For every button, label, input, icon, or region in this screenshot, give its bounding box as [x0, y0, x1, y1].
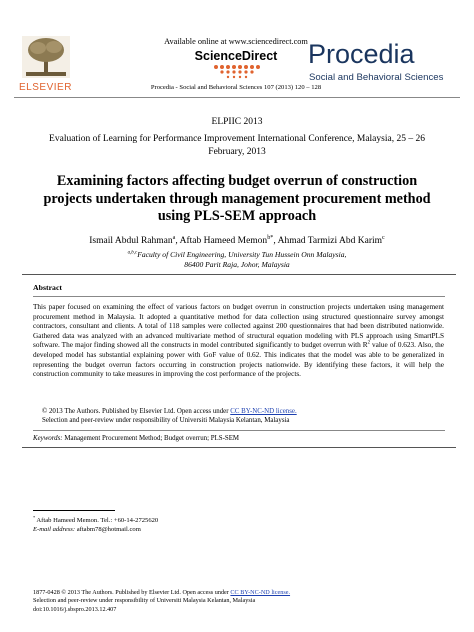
elsevier-tree-logo-icon	[22, 36, 70, 78]
author-name: Ahmad Tarmizi Abd Karim	[277, 236, 383, 246]
procedia-logo: Procedia	[308, 39, 415, 69]
copyright-text: © 2013 The Authors. Published by Elsevier Ltd. Open access under	[42, 408, 231, 415]
abstract-top-rule	[22, 274, 456, 275]
procedia-subtitle: Social and Behavioral Sciences	[309, 72, 444, 83]
footnote-rule	[33, 510, 115, 511]
page-footer	[33, 589, 453, 614]
abstract-text	[33, 303, 444, 380]
corresponding-author-note	[33, 514, 159, 524]
publisher-name: ELSEVIER	[19, 82, 72, 93]
abstract-bottom-rule	[22, 447, 456, 448]
abstract-text-part: This paper focused on examining the effect of various factors on budget overrun in construction projects undertaken using management procurement method in Malaysia. It adopted a quantitative method for data collection using structured questionnaire survey amongst contractors, consultant and clients. A total of 118 samples were collected against 200 questionnaires that had been distributed nationwide. Gathered data was analyzed with an advanced multivariate method of structural equation modeling with PLS approach using SmartPLS software. The major finding showed all the constructs in model contributed significantly to budget overrun with R	[33, 303, 444, 350]
sciencedirect-dots-icon	[180, 64, 292, 80]
conference-name: Evaluation of Learning for Performance Improvement International Conference, Malaysia, 25 – 26 February, 2013	[49, 134, 425, 157]
author-list: Ismail Abdul Rahman$^a$, Aftab Hameed Memon$^{b*}$, Ahmad Tarmizi Abd Karim$^c$	[89, 234, 385, 246]
email-label: E-mail address:	[33, 526, 76, 533]
doi: doi:10.1016/j.sbspro.2013.12.407	[33, 605, 117, 613]
keywords-text: Management Procurement Method; Budget overrun; PLS-SEM	[62, 435, 240, 442]
abstract-text-part: value of 0.623. Also, the developed model has substantial explaining power with GoF value of 0.62. This indicates that the model was able to be generalized in representing the budget overrun factors occurring in construction projects nationwide. By identifying these factors, it will help the construction community to take measures in improving the cost performance of the projects.	[33, 341, 444, 379]
author-mark: c	[382, 234, 385, 241]
email-address[interactable]: aftabm78@hotmail.com	[75, 526, 141, 533]
footer-copyright: 1877-0428 © 2013 The Authors. Published by Elsevier Ltd. Open access under	[33, 589, 231, 596]
affiliation-marks: a,b,c	[127, 250, 138, 256]
sciencedirect-brand: ScienceDirect	[194, 49, 278, 63]
affiliation-line: 86400 Parit Raja, Johor, Malaysia	[184, 260, 290, 269]
abstract-heading-rule	[33, 296, 445, 297]
footer-license-link[interactable]: CC BY-NC-ND license.	[230, 589, 291, 596]
journal-citation: Procedia - Social and Behavioral Sciences 107 (2013) 120 – 128	[150, 84, 322, 91]
header-divider	[14, 97, 460, 98]
keywords-rule	[33, 430, 445, 431]
corresponding-author-text: Aftab Hameed Memon. Tel.: +60-14-2725620	[35, 517, 159, 524]
r-squared-superscript: 2	[367, 340, 370, 346]
available-online-text[interactable]: Available online at www.sciencedirect.com	[164, 37, 308, 46]
author-mark: b*	[267, 234, 274, 241]
keywords-label: Keywords:	[33, 435, 63, 442]
email-note	[33, 526, 141, 533]
footer-peer-review: Selection and peer-review under responsibility of Universiti Malaysia Kelantan, Malaysia	[33, 597, 256, 605]
conference-acronym: ELPIIC 2013	[211, 117, 263, 127]
author-name: Aftab Hameed Memon	[179, 236, 268, 246]
author-mark: a	[172, 234, 176, 241]
keywords-line	[33, 435, 445, 442]
affiliation	[20, 250, 454, 270]
author-name: Ismail Abdul Rahman	[89, 236, 173, 246]
peer-review-text: Selection and peer-review under responsibility of Universiti Malaysia Kelantan, Malaysia	[42, 417, 290, 424]
footnote-mark: *	[33, 514, 36, 520]
abstract-heading: Abstract	[33, 283, 63, 292]
copyright-notice	[42, 407, 442, 425]
paper-title: Examining factors affecting budget overrun of construction projects undertaken through management procurement method using PLS-SEM approach	[43, 173, 431, 224]
affiliation-line: Faculty of Civil Engineering, University Tun Hussein Onn Malaysia,	[137, 250, 347, 259]
license-link[interactable]: CC BY-NC-ND license.	[230, 408, 297, 415]
